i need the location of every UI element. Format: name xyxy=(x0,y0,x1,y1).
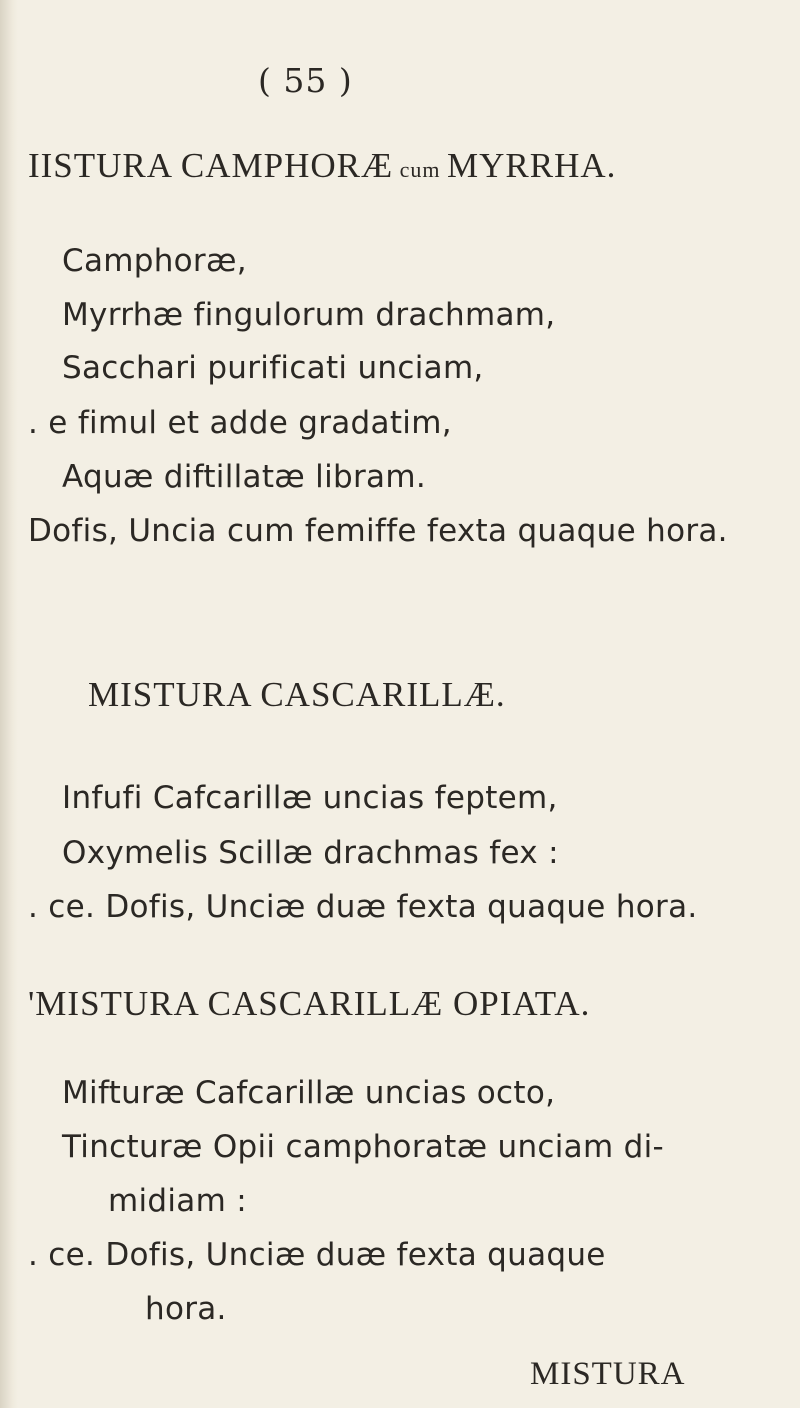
dose-line: Dofis, Uncia cum femiffe fexta quaque hora. xyxy=(28,513,728,549)
ingredient-line: Aquæ diftillatæ libram. xyxy=(62,459,426,495)
ingredient-line: Camphoræ, xyxy=(62,243,247,279)
instruction-line: . e fimul et adde gradatim, xyxy=(28,405,452,441)
section-heading-camphorae: IISTURA CAMPHORÆ cum MYRRHA. xyxy=(28,146,617,185)
ingredient-line: Myrrhæ fingulorum drachmam, xyxy=(62,297,556,333)
page-edge xyxy=(0,0,18,1408)
dose-line-continuation: hora. xyxy=(145,1291,227,1327)
section-heading-cascarillae-opiata: 'MISTURA CASCARILLÆ OPIATA. xyxy=(28,984,591,1023)
ingredient-line-continuation: midiam : xyxy=(108,1183,247,1219)
ingredient-line: Infufi Cafcarillæ uncias feptem, xyxy=(62,780,558,816)
ingredient-line: Tincturæ Opii camphoratæ unciam di- xyxy=(62,1129,664,1165)
ingredient-line: Sacchari purificati unciam, xyxy=(62,350,484,386)
ingredient-line: Mifturæ Cafcarillæ uncias octo, xyxy=(62,1075,556,1111)
ingredient-line: Oxymelis Scillæ drachmas fex : xyxy=(62,835,559,871)
dose-line: . ce. Dofis, Unciæ duæ fexta quaque hora. xyxy=(28,889,698,925)
page-number: ( 55 ) xyxy=(258,61,353,100)
dose-line: . ce. Dofis, Unciæ duæ fexta quaque xyxy=(28,1237,606,1273)
catchword: MISTURA xyxy=(530,1356,686,1392)
section-heading-cascarillae: MISTURA CASCARILLÆ. xyxy=(88,675,506,714)
